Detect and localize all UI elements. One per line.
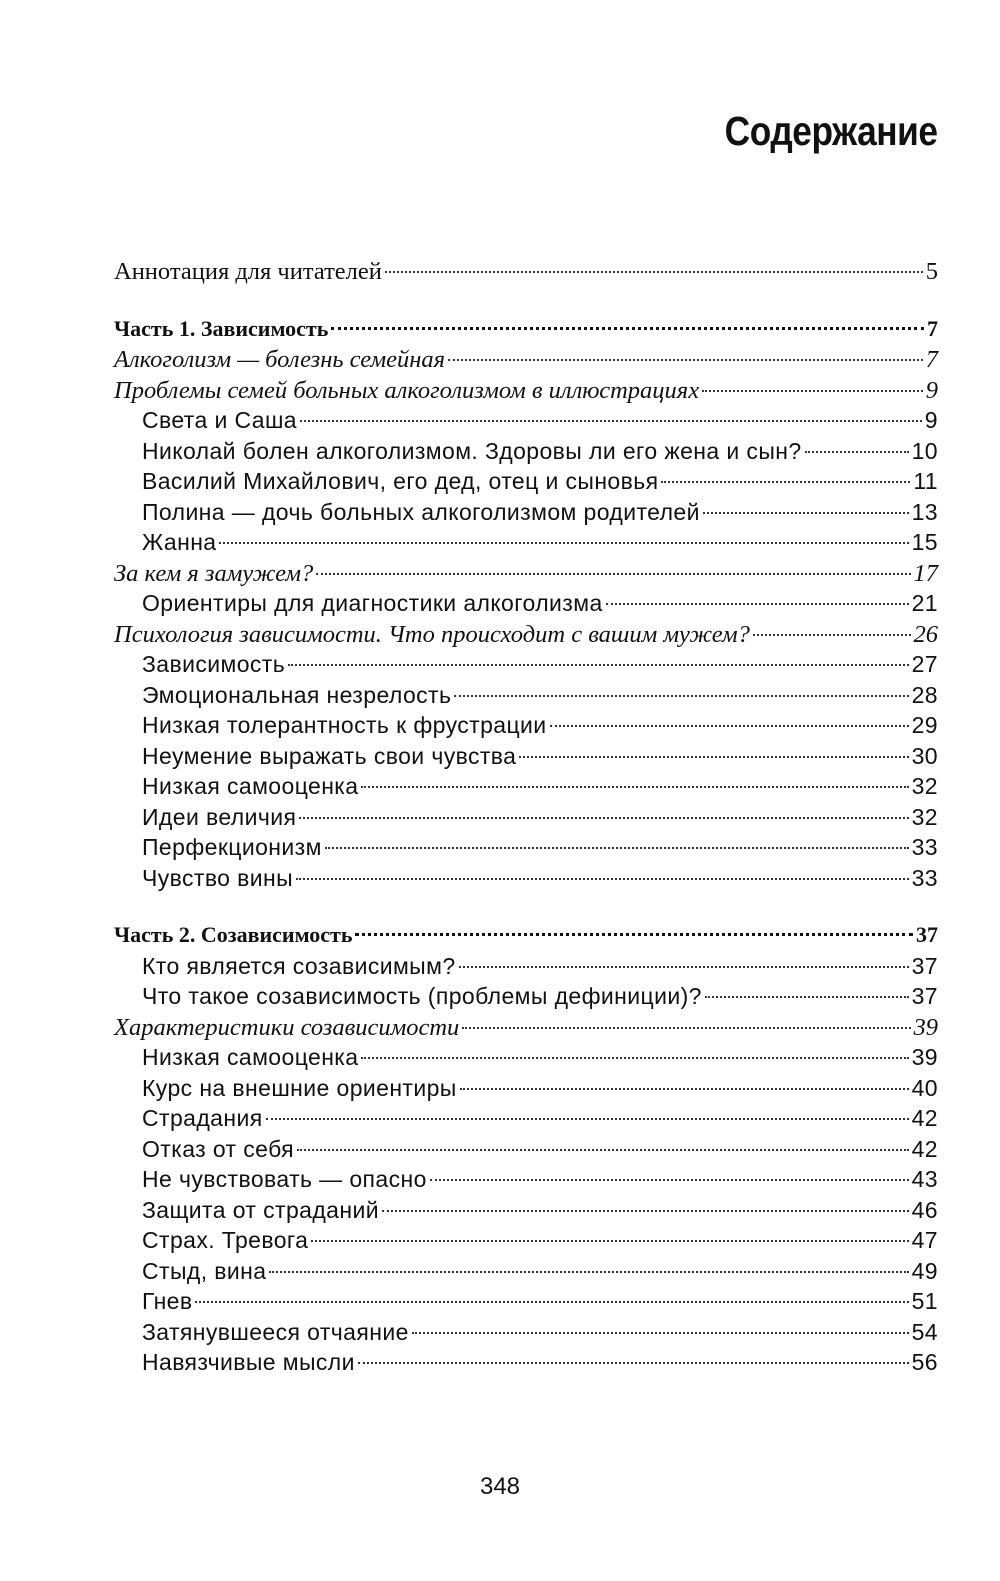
toc-part-heading bbox=[114, 922, 938, 953]
toc-entry bbox=[114, 834, 938, 865]
toc-entry-title: Навязчивые мысли bbox=[142, 1349, 355, 1375]
toc-entry bbox=[114, 1197, 938, 1228]
toc-entry bbox=[114, 983, 938, 1014]
toc-entry bbox=[114, 468, 938, 499]
toc-entry-title: Что такое созависимость (проблемы дефиниции)? bbox=[142, 983, 702, 1009]
toc-entry-title: Низкая толерантность к фрустрации bbox=[142, 712, 547, 738]
toc-entry bbox=[114, 773, 938, 804]
dot-leader bbox=[269, 1271, 908, 1273]
toc-entry bbox=[114, 438, 938, 469]
toc-section-part2 bbox=[114, 922, 938, 1380]
page-number: 348 bbox=[479, 1473, 521, 1500]
dot-leader bbox=[703, 512, 909, 514]
dot-leader bbox=[299, 817, 908, 819]
toc-entry-page: 27 bbox=[911, 651, 938, 677]
toc-entry bbox=[114, 651, 938, 682]
toc-part-heading bbox=[114, 316, 938, 347]
toc-entry-title: Гнев bbox=[142, 1288, 193, 1314]
toc-entry-page: 30 bbox=[911, 742, 938, 769]
toc-entry-title: Страдания bbox=[142, 1105, 263, 1131]
toc-entry bbox=[114, 377, 938, 408]
dot-leader bbox=[606, 603, 909, 605]
toc-entry-title: Неумение выражать свои чувства bbox=[142, 742, 517, 769]
dot-leader bbox=[331, 327, 924, 330]
toc-entry bbox=[114, 1105, 938, 1136]
toc-entry-page: 21 bbox=[911, 590, 938, 616]
toc-entry bbox=[114, 743, 938, 774]
toc-entry bbox=[114, 499, 938, 530]
toc-entry-page: 7 bbox=[927, 315, 938, 341]
dot-leader bbox=[753, 634, 911, 636]
toc-entry-page: 54 bbox=[911, 1318, 938, 1345]
toc-entry-page: 56 bbox=[911, 1349, 938, 1375]
dot-leader bbox=[361, 1057, 908, 1059]
dot-leader bbox=[550, 725, 909, 727]
toc-entry-title: Полина — дочь больных алкоголизмом родителей bbox=[142, 498, 700, 525]
toc-entry-page: 28 bbox=[911, 681, 938, 708]
toc-entry bbox=[114, 590, 938, 621]
dot-leader bbox=[355, 933, 913, 936]
toc-entry-page: 49 bbox=[911, 1257, 938, 1284]
toc-entry-page: 5 bbox=[925, 258, 938, 285]
toc-entry-title: Стыд, вина bbox=[142, 1257, 267, 1284]
toc-entry-title: Жанна bbox=[142, 529, 217, 555]
toc-entry bbox=[114, 682, 938, 713]
toc-entry-page: 15 bbox=[911, 529, 938, 555]
toc-entry-page: 9 bbox=[925, 376, 938, 404]
toc-entry-page: 42 bbox=[911, 1105, 938, 1131]
toc-entry-page: 32 bbox=[911, 803, 938, 830]
toc-entry-page: 37 bbox=[911, 952, 938, 979]
toc-entry-page: 17 bbox=[913, 559, 938, 587]
section-gap bbox=[114, 289, 938, 316]
toc-entry bbox=[114, 560, 938, 591]
dot-leader bbox=[311, 1240, 908, 1242]
toc-entry bbox=[114, 1227, 938, 1258]
toc-entry-title: Алкоголизм — болезнь семейная bbox=[114, 346, 446, 373]
dot-leader bbox=[195, 1301, 908, 1303]
dot-leader bbox=[412, 1332, 909, 1334]
toc-entry-page: 33 bbox=[911, 834, 938, 860]
dot-leader bbox=[219, 542, 908, 544]
toc-entry bbox=[114, 1166, 938, 1197]
dot-leader bbox=[661, 481, 910, 483]
toc-entry bbox=[114, 953, 938, 984]
toc-entry-title: Василий Михайлович, его дед, отец и сыновья bbox=[142, 468, 659, 494]
dot-leader bbox=[459, 966, 909, 968]
toc-entry-page: 26 bbox=[913, 620, 938, 648]
toc-entry-title: Низкая самооценка bbox=[142, 773, 359, 799]
toc-entry-page: 39 bbox=[913, 1013, 938, 1041]
toc-entry-page: 10 bbox=[911, 437, 938, 464]
toc-entry-page: 37 bbox=[916, 922, 938, 947]
toc-entry-title: Чувство вины bbox=[142, 864, 294, 891]
toc-entry-page: 40 bbox=[911, 1074, 938, 1101]
toc-entry bbox=[114, 407, 938, 438]
dot-leader bbox=[430, 1179, 909, 1181]
dot-leader bbox=[288, 664, 908, 666]
toc-entry-page: 37 bbox=[911, 983, 938, 1009]
toc-entry bbox=[114, 1258, 938, 1289]
toc-entry-page: 46 bbox=[911, 1196, 938, 1223]
toc-entry-title: Эмоциональная незрелость bbox=[142, 681, 452, 708]
dot-leader bbox=[805, 451, 909, 453]
toc-entry bbox=[114, 529, 938, 560]
toc-entry-title: Кто является созависимым? bbox=[142, 952, 456, 979]
dot-leader bbox=[705, 996, 909, 998]
toc-entry-title: Низкая самооценка bbox=[142, 1044, 359, 1070]
dot-leader bbox=[454, 695, 908, 697]
dot-leader bbox=[266, 1118, 909, 1120]
dot-leader bbox=[358, 1362, 909, 1364]
dot-leader bbox=[361, 786, 908, 788]
toc-entry-page: 32 bbox=[911, 773, 938, 799]
toc-entry bbox=[114, 1349, 938, 1380]
toc-entry-page: 7 bbox=[925, 346, 938, 373]
dot-leader bbox=[385, 271, 923, 273]
toc-entry-page: 42 bbox=[911, 1135, 938, 1162]
dot-leader bbox=[296, 878, 909, 880]
toc-entry bbox=[114, 1319, 938, 1350]
toc-entry-page: 33 bbox=[911, 864, 938, 891]
toc-entry-title: Часть 1. Зависимость bbox=[114, 315, 329, 341]
toc-entry bbox=[114, 621, 938, 652]
toc-entry-title: Психология зависимости. Что происходит с вашим мужем? bbox=[114, 620, 750, 648]
toc-entry-title: Николай болен алкоголизмом. Здоровы ли его жена и сын? bbox=[142, 437, 802, 464]
section-gap bbox=[114, 895, 938, 922]
toc-section-part1 bbox=[114, 316, 938, 896]
toc-entry-title: Защита от страданий bbox=[142, 1196, 379, 1223]
toc-entry-page: 11 bbox=[913, 468, 938, 494]
page-title: Содержание bbox=[725, 108, 938, 154]
dot-leader bbox=[519, 756, 908, 758]
toc-entry bbox=[114, 804, 938, 835]
toc-entry-page: 43 bbox=[911, 1166, 938, 1192]
toc-entry-title: Курс на внешние ориентиры bbox=[142, 1074, 457, 1101]
toc-entry bbox=[114, 346, 938, 377]
toc-entry-title: Аннотация для читателей bbox=[114, 258, 382, 285]
toc-entry-title: Зависимость bbox=[142, 651, 286, 677]
toc-entry bbox=[114, 712, 938, 743]
toc-entry bbox=[114, 258, 938, 289]
toc-section-intro bbox=[114, 258, 938, 289]
dot-leader bbox=[448, 359, 923, 361]
toc-entry bbox=[114, 1014, 938, 1045]
toc-entry bbox=[114, 1288, 938, 1319]
dot-leader bbox=[325, 847, 909, 849]
toc-entry bbox=[114, 1044, 938, 1075]
toc-entry-title: Не чувствовать — опасно bbox=[142, 1166, 427, 1192]
toc-entry-title: Отказ от себя bbox=[142, 1135, 295, 1162]
toc-entry-title: Затянувшееся отчаяние bbox=[142, 1318, 409, 1345]
toc-entry bbox=[114, 1136, 938, 1167]
table-of-contents bbox=[114, 258, 938, 1380]
dot-leader bbox=[382, 1210, 909, 1212]
toc-entry-page: 51 bbox=[911, 1288, 938, 1314]
toc-entry-page: 47 bbox=[911, 1227, 938, 1253]
toc-entry-title: Перфекционизм bbox=[142, 834, 322, 860]
toc-entry-page: 13 bbox=[911, 498, 938, 525]
dot-leader bbox=[300, 420, 922, 422]
toc-entry-title: За кем я замужем? bbox=[114, 559, 314, 587]
toc-entry-title: Характеристики созависимости bbox=[114, 1013, 460, 1041]
toc-entry bbox=[114, 1075, 938, 1106]
toc-entry bbox=[114, 865, 938, 896]
dot-leader bbox=[297, 1149, 909, 1151]
dot-leader bbox=[316, 573, 910, 575]
toc-entry-page: 9 bbox=[924, 407, 938, 433]
toc-entry-title: Страх. Тревога bbox=[142, 1227, 309, 1253]
toc-entry-title: Часть 2. Созависимость bbox=[114, 922, 353, 947]
dot-leader bbox=[460, 1088, 909, 1090]
dot-leader bbox=[462, 1027, 910, 1029]
toc-entry-title: Идеи величия bbox=[142, 803, 297, 830]
toc-entry-title: Света и Саша bbox=[142, 407, 297, 433]
toc-entry-title: Проблемы семей больных алкоголизмом в иллюстрациях bbox=[114, 376, 700, 404]
toc-entry-page: 29 bbox=[911, 712, 938, 738]
toc-entry-page: 39 bbox=[911, 1044, 938, 1070]
toc-entry-title: Ориентиры для диагностики алкоголизма bbox=[142, 590, 603, 616]
dot-leader bbox=[702, 390, 923, 392]
